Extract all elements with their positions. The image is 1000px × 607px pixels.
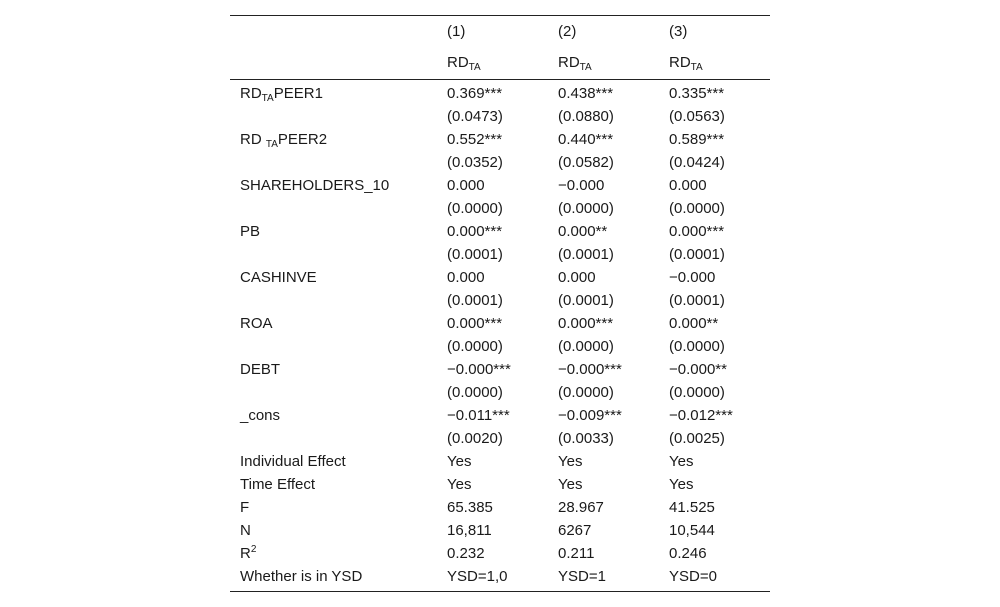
- regression-table: [230, 15, 770, 592]
- se-cell: (0.0000): [669, 338, 725, 355]
- table-row: [230, 450, 770, 473]
- coef-cell: 0.440***: [558, 131, 614, 148]
- row-label-cons: _cons: [240, 407, 281, 424]
- table-row: [230, 266, 770, 289]
- se-cell: (0.0001): [558, 292, 614, 309]
- value-cell: 0.211: [558, 545, 595, 562]
- se-cell: (0.0000): [558, 200, 614, 217]
- coef-cell: −0.000**: [669, 361, 727, 378]
- row-label-peer2: RD $_{TA}$PEER2: [240, 131, 328, 150]
- table-body: [230, 80, 770, 591]
- coef-cell: −0.011***: [447, 407, 510, 424]
- value-cell: 6267: [558, 522, 592, 539]
- table-row: [230, 289, 770, 312]
- se-cell: (0.0033): [558, 430, 614, 447]
- row-label-peer1: $RD_{TA}PEER1$: [240, 85, 323, 104]
- col-number-1: (1): [447, 23, 466, 40]
- col-number-2: (2): [558, 23, 577, 40]
- se-cell: (0.0424): [669, 154, 725, 171]
- table-row: [230, 220, 770, 243]
- se-cell: (0.0473): [447, 108, 503, 125]
- dep-var-2: $RD_{TA}$: [558, 54, 592, 73]
- value-cell: Yes: [669, 453, 694, 470]
- table-row: [230, 128, 770, 151]
- value-cell: Yes: [558, 453, 583, 470]
- table-row: [230, 496, 770, 519]
- row-label-r2: $R^2$: [240, 544, 257, 562]
- value-cell: 0.232: [447, 545, 485, 562]
- coef-cell: 0.000**: [558, 223, 608, 240]
- coef-cell: 0.552***: [447, 131, 503, 148]
- se-cell: (0.0582): [558, 154, 614, 171]
- value-cell: 65.385: [447, 499, 493, 516]
- coef-cell: 0.000: [669, 177, 707, 194]
- value-cell: YSD=1,0: [447, 568, 508, 585]
- value-cell: 0.246: [669, 545, 707, 562]
- table-row: [230, 82, 770, 105]
- coef-cell: −0.000***: [558, 361, 622, 378]
- table-row: [230, 542, 770, 565]
- se-cell: (0.0001): [669, 246, 725, 263]
- table-row: [230, 404, 770, 427]
- row-label-cashinve: CASHINVE: [240, 269, 317, 286]
- dep-var-1: $RD_{TA}$: [447, 54, 481, 73]
- value-cell: Yes: [447, 476, 472, 493]
- coef-cell: 0.335***: [669, 85, 725, 102]
- row-label-roa: ROA: [240, 315, 273, 332]
- se-cell: (0.0000): [447, 200, 503, 217]
- coef-cell: 0.000***: [669, 223, 725, 240]
- coef-cell: −0.000: [669, 269, 716, 286]
- table-row: [230, 358, 770, 381]
- row-label-time-effect: Time Effect: [240, 476, 316, 493]
- coef-cell: 0.000**: [669, 315, 719, 332]
- table-row: [230, 381, 770, 404]
- se-cell: (0.0563): [669, 108, 725, 125]
- se-cell: (0.0000): [558, 338, 614, 355]
- se-cell: (0.0000): [669, 384, 725, 401]
- table-row: [230, 473, 770, 496]
- coef-cell: −0.009***: [558, 407, 622, 424]
- coef-cell: 0.438***: [558, 85, 614, 102]
- column-number-row: [230, 16, 770, 47]
- row-label-pb: PB: [240, 223, 261, 240]
- se-cell: (0.0001): [558, 246, 614, 263]
- row-label-ysd: Whether is in YSD: [240, 568, 363, 585]
- table-row: [230, 519, 770, 542]
- table-row: [230, 427, 770, 450]
- se-cell: (0.0020): [447, 430, 503, 447]
- value-cell: 10,544: [669, 522, 715, 539]
- bottom-rule: [230, 591, 770, 592]
- table-row: [230, 565, 770, 588]
- se-cell: (0.0000): [669, 200, 725, 217]
- table-row: [230, 105, 770, 128]
- row-label-debt: DEBT: [240, 361, 281, 378]
- coef-cell: 0.000: [447, 177, 485, 194]
- value-cell: 28.967: [558, 499, 604, 516]
- coef-cell: 0.000: [447, 269, 485, 286]
- dep-var-3: $RD_{TA}$: [669, 54, 703, 73]
- coef-cell: 0.000***: [558, 315, 614, 332]
- coef-cell: 0.000***: [447, 223, 503, 240]
- value-cell: YSD=0: [669, 568, 717, 585]
- dependent-variable-row: [230, 47, 770, 79]
- se-cell: (0.0880): [558, 108, 614, 125]
- se-cell: (0.0001): [447, 246, 503, 263]
- value-cell: 41.525: [669, 499, 715, 516]
- value-cell: YSD=1: [558, 568, 606, 585]
- table-row: [230, 174, 770, 197]
- table-row: [230, 243, 770, 266]
- se-cell: (0.0001): [447, 292, 503, 309]
- coef-cell: 0.000: [558, 269, 596, 286]
- table-row: [230, 312, 770, 335]
- row-label-individual-effect: Individual Effect: [240, 453, 346, 470]
- row-label-n: N: [240, 522, 251, 539]
- row-label-shareholders: SHAREHOLDERS_10: [240, 177, 390, 194]
- se-cell: (0.0000): [558, 384, 614, 401]
- se-cell: (0.0025): [669, 430, 725, 447]
- table-row: [230, 151, 770, 174]
- se-cell: (0.0001): [669, 292, 725, 309]
- row-label-f: F: [240, 499, 250, 516]
- value-cell: Yes: [558, 476, 583, 493]
- coef-cell: 0.589***: [669, 131, 725, 148]
- coef-cell: −0.000***: [447, 361, 511, 378]
- se-cell: (0.0000): [447, 338, 503, 355]
- table-row: [230, 335, 770, 358]
- table-row: [230, 197, 770, 220]
- se-cell: (0.0000): [447, 384, 503, 401]
- value-cell: Yes: [447, 453, 472, 470]
- coef-cell: −0.000: [558, 177, 605, 194]
- value-cell: Yes: [669, 476, 694, 493]
- coef-cell: 0.369***: [447, 85, 503, 102]
- value-cell: 16,811: [447, 522, 492, 539]
- coef-cell: −0.012***: [669, 407, 733, 424]
- se-cell: (0.0352): [447, 154, 503, 171]
- col-number-3: (3): [669, 23, 688, 40]
- coef-cell: 0.000***: [447, 315, 503, 332]
